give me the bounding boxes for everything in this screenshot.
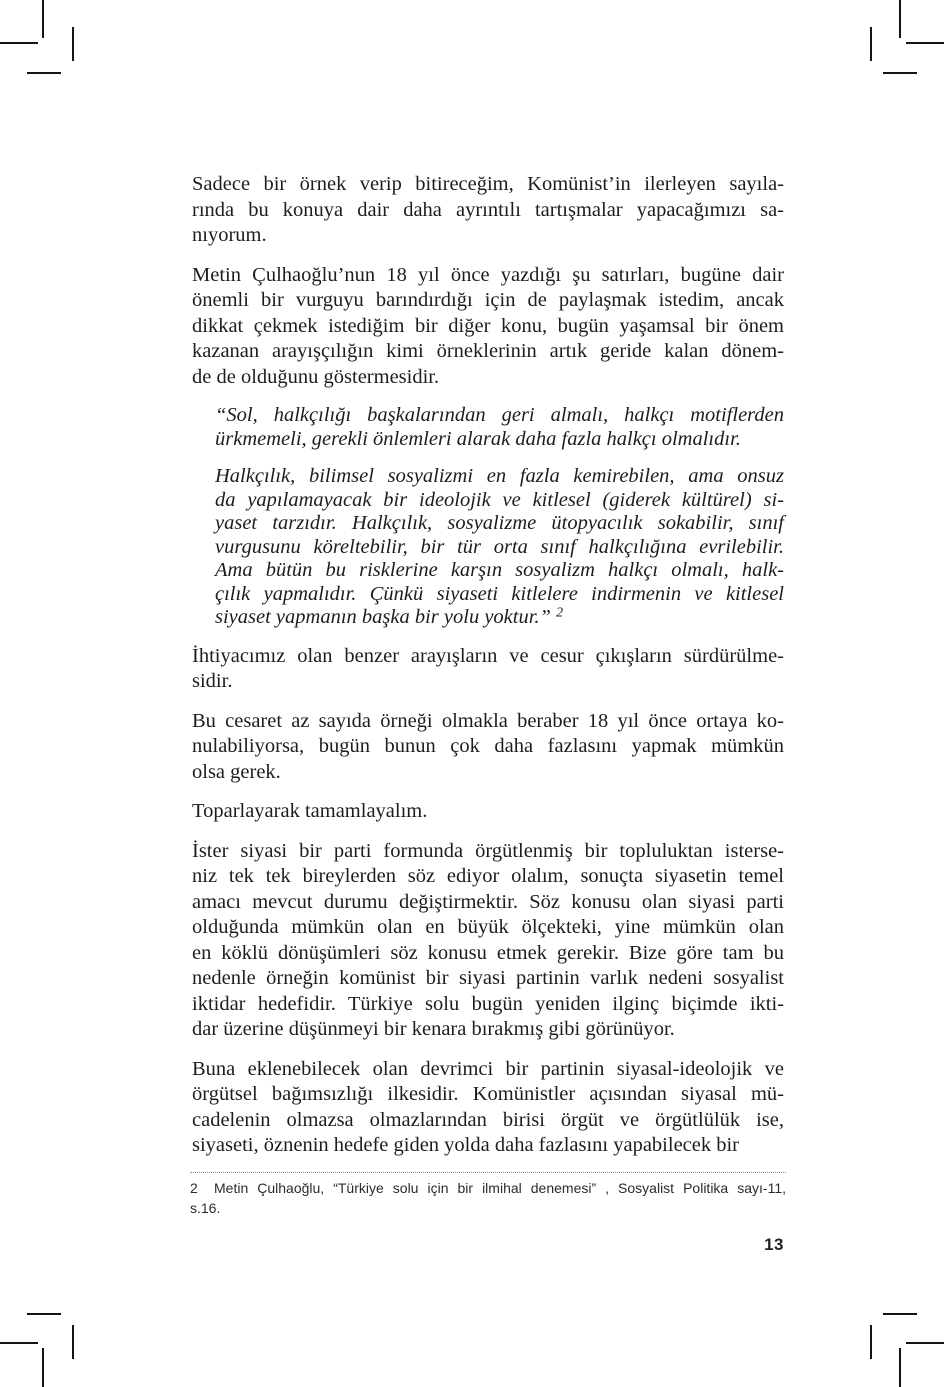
text-line: Ama bütün bu risklerine karşın sosyalizm halkçı olmalı, halk- [215, 559, 784, 581]
text-line: sidir. [192, 670, 233, 692]
text-line: önemli bir vurguyu barındırdığı için de paylaşmak istedim, ancak [192, 289, 784, 311]
body-paragraph [192, 172, 784, 249]
text-line: yaset tarzıdır. Halkçılık, sosyalizme ütopyacılık sokabilir, sınıf [215, 512, 784, 534]
text-line: dar üzerine düşünmeyi bir kenara bırakmış gibi görünüyor. [192, 1018, 675, 1040]
text-column [192, 172, 784, 1173]
crop-mark [906, 1342, 944, 1344]
crop-mark [72, 27, 74, 61]
footnote-marker: 2 [190, 1180, 198, 1196]
footnote-reference: 2 [556, 605, 564, 621]
page-number: 13 [764, 1235, 784, 1254]
text-line: de de olduğunu göstermesidir. [192, 365, 440, 388]
text-line: olsa gerek. [192, 760, 281, 783]
footnote-divider [190, 1172, 786, 1173]
text-line: da yapılamayacak bir ideolojik ve kitlesel (giderek kültürel) si- [215, 488, 784, 511]
text-line: Buna eklenebilecek olan devrimci bir partinin siyasal-ideolojik ve [192, 1057, 784, 1080]
text-line: “Sol, halkçılığı başkalarından geri almalı, halkçı motiflerden [215, 404, 784, 426]
text-line: olduğunda mümkün olan en büyük ölçekteki, yine mümkün olan [192, 916, 784, 938]
text-line: çılık yapmalıdır. Çünkü siyaseti kitlelere indirmenin ve kitlesel [215, 582, 784, 605]
text-line: siyaset yapmanın başka bir yolu yoktur.” $^2$ [215, 605, 564, 628]
text-line: en köklü dönüşümleri söz konusu etmek gerekir. Bize göre tam bu [192, 941, 784, 964]
text-line: Bu cesaret az sayıda örneği olmakla beraber 18 yıl önce ortaya ko- [192, 709, 784, 732]
body-paragraph [192, 799, 784, 825]
block-quote-paragraph [192, 465, 784, 630]
body-paragraph [192, 263, 784, 391]
text-line: nulabiliyorsa, bugün bunun çok daha fazlasını yapmak mümkün [192, 735, 784, 757]
body-paragraph [192, 1057, 784, 1159]
body-paragraph [192, 839, 784, 1043]
crop-mark [899, 1348, 901, 1387]
text-line: nıyorum. [192, 224, 267, 246]
text-line: örgütsel bağımsızlığı ilkesidir. Komünistler açısından siyasal mü- [192, 1083, 784, 1105]
footnote-line: s.16. [190, 1200, 221, 1216]
crop-mark [906, 42, 944, 44]
text-line: dikkat çekmek istediğim bir diğer konu, bugün yaşamsal bir önem [192, 314, 784, 337]
crop-mark [883, 1313, 917, 1315]
block-quote-paragraph [192, 404, 784, 451]
text-line: niz tek tek bireylerden söz ediyor olalım, sonuçta siyasetin temel [192, 865, 784, 887]
body-paragraph [192, 644, 784, 695]
crop-mark [0, 1342, 38, 1344]
text-line: Sadece bir örnek verip bitireceğim, Komünist’in ilerleyen sayıla- [192, 173, 784, 195]
text-line: İhtiyacımız olan benzer arayışların ve cesur çıkışların sürdürülme- [192, 644, 784, 667]
crop-mark [870, 27, 872, 61]
text-line: rında bu konuya dair daha ayrıntılı tartışmalar yapacağımızı sa- [192, 198, 784, 221]
crop-mark [42, 0, 44, 38]
text-line: Metin Çulhaoğlu’nun 18 yıl önce yazdığı şu satırları, bugüne dair [192, 263, 784, 286]
footnote-text: Metin Çulhaoğlu, “Türkiye solu için bir ilmihal denemesi” , Sosyalist Politika sayı-11, [214, 1180, 786, 1196]
text-line: Halkçılık, bilimsel sosyalizmi en fazla kemirebilen, ama onsuz [215, 465, 784, 487]
text-line: nedenle örneğin komünist bir siyasi partinin varlık nedeni sosyalist [192, 967, 784, 989]
crop-mark [899, 0, 901, 38]
text-line: İster siyasi bir parti formunda örgütlenmiş bir topluluktan isterse- [192, 839, 784, 862]
text-line: iktidar hedefidir. Türkiye solu bugün yeniden ilginç biçimde ikti- [192, 992, 784, 1015]
text-line: cadelenin olmazsa olmazlarından birisi örgüt ve örgütlülük ise, [192, 1108, 784, 1131]
crop-mark [0, 42, 38, 44]
crop-mark [27, 1313, 61, 1315]
crop-mark [42, 1348, 44, 1387]
body-paragraph [192, 709, 784, 786]
footnote-line [190, 1178, 786, 1198]
crop-mark [27, 72, 61, 74]
text-line: Toparlayarak tamamlayalım. [192, 800, 428, 822]
text-line: ürkmemeli, gerekli önlemleri alarak daha fazla halkçı olmalıdır. [215, 427, 741, 450]
text-line: amacı mevcut durumu değiştirmektir. Söz konusu olan siyasi parti [192, 890, 784, 913]
text-line: kazanan arayışçılığın kimi örneklerinin artık geride kalan dönem- [192, 340, 784, 362]
text-line: vurgusunu köreltebilir, bir tür orta sınıf halkçılığına evrilebilir. [215, 535, 784, 558]
crop-mark [883, 72, 917, 74]
crop-mark [72, 1325, 74, 1359]
footnote [190, 1172, 786, 1218]
text-line: siyaseti, öznenin hedefe giden yolda daha fazlasını yapabilecek bir [192, 1134, 740, 1156]
crop-mark [870, 1325, 872, 1359]
